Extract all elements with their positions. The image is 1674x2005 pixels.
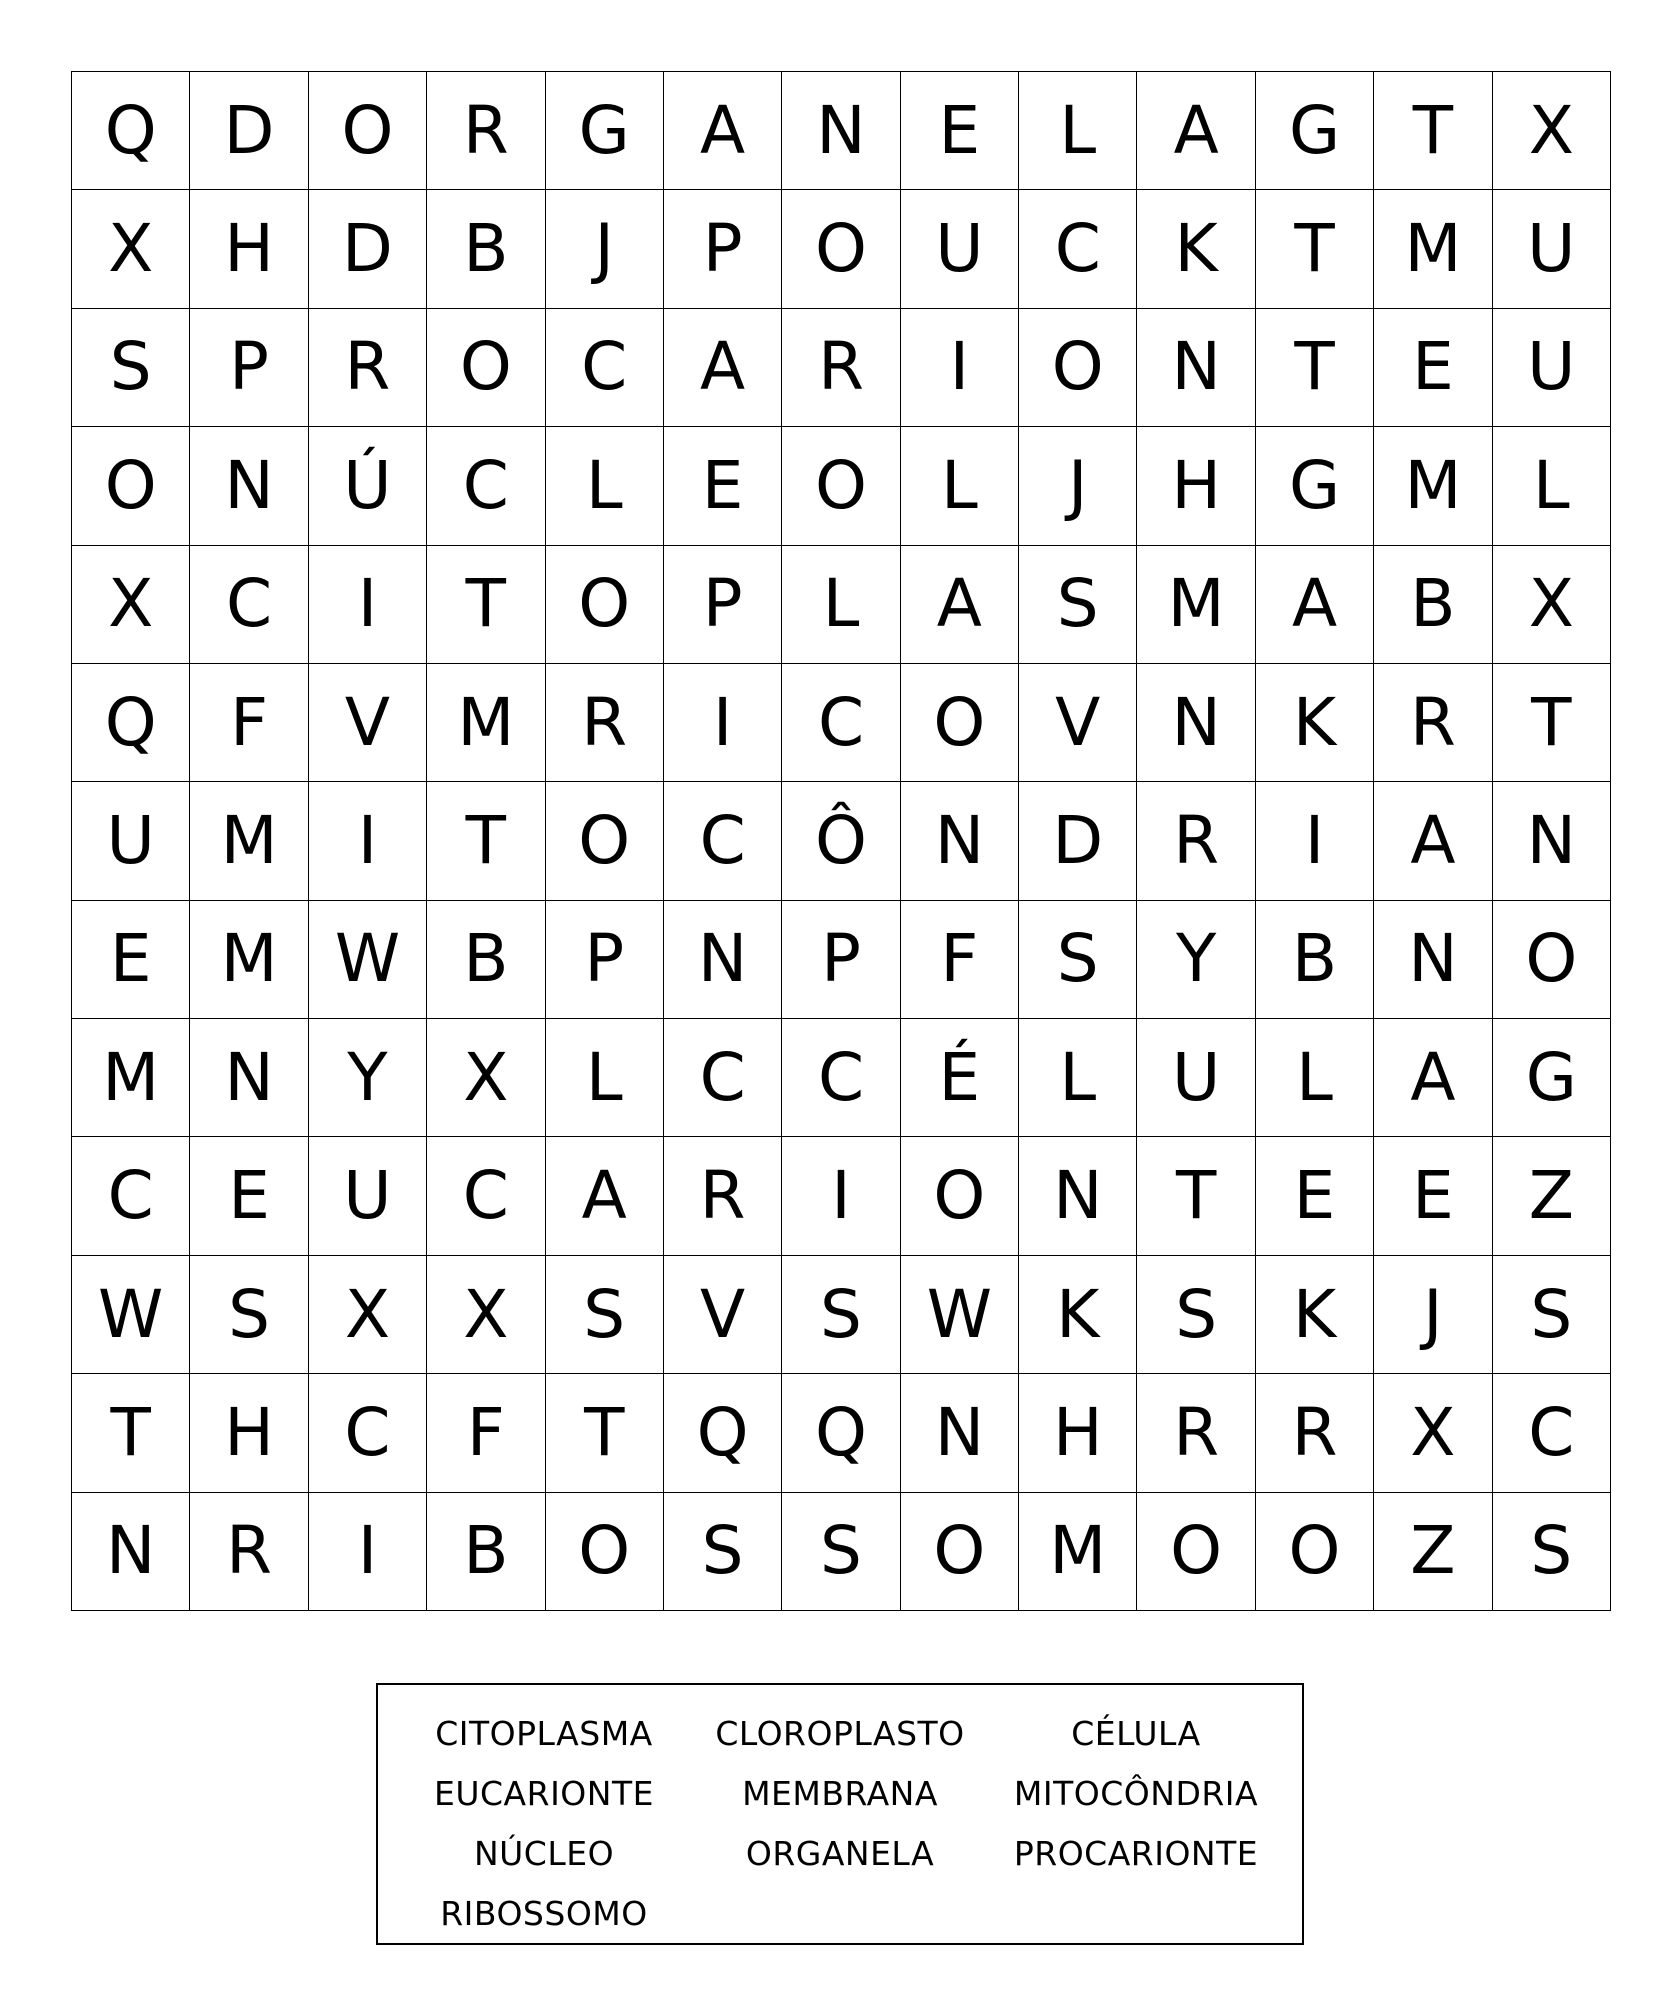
grid-cell[interactable]: M [190,782,308,900]
grid-cell[interactable]: E [1256,1137,1374,1255]
grid-cell[interactable]: S [664,1493,782,1611]
grid-cell[interactable]: C [309,1374,427,1492]
grid-cell[interactable]: E [190,1137,308,1255]
grid-cell[interactable]: W [901,1256,1019,1374]
grid-cell[interactable]: G [1493,1019,1611,1137]
grid-cell[interactable]: K [1019,1256,1137,1374]
grid-cell[interactable]: T [1137,1137,1255,1255]
grid-cell[interactable]: R [427,72,545,190]
grid-cell[interactable]: C [782,1019,900,1137]
grid-cell[interactable]: T [1256,190,1374,308]
grid-cell[interactable]: S [1019,546,1137,664]
grid-cell[interactable]: B [427,190,545,308]
grid-cell[interactable]: C [1019,190,1137,308]
grid-cell[interactable]: S [782,1493,900,1611]
grid-cell[interactable]: L [1019,72,1137,190]
grid-cell[interactable]: N [1019,1137,1137,1255]
grid-cell[interactable]: M [427,664,545,782]
grid-cell[interactable]: O [901,1493,1019,1611]
grid-cell[interactable]: A [664,72,782,190]
grid-cell[interactable]: N [190,1019,308,1137]
grid-cell[interactable]: I [1256,782,1374,900]
word-list-item: CLOROPLASTO [715,1713,965,1753]
grid-cell[interactable]: F [427,1374,545,1492]
grid-cell[interactable]: K [1256,664,1374,782]
grid-cell[interactable]: L [1256,1019,1374,1137]
grid-cell[interactable]: E [901,72,1019,190]
grid-cell[interactable]: Q [664,1374,782,1492]
grid-cell[interactable]: X [1493,546,1611,664]
grid-cell[interactable]: O [427,309,545,427]
grid-cell[interactable]: Y [1137,901,1255,1019]
grid-cell[interactable]: S [546,1256,664,1374]
grid-cell[interactable]: T [427,546,545,664]
word-list-item: MEMBRANA [742,1773,938,1813]
grid-cell[interactable]: R [1137,1374,1255,1492]
word-list-item: NÚCLEO [473,1833,615,1873]
grid-cell[interactable]: N [901,782,1019,900]
grid-cell[interactable]: I [309,782,427,900]
grid-cell[interactable]: I [309,546,427,664]
grid-cell[interactable]: J [1374,1256,1492,1374]
grid-cell[interactable]: T [427,782,545,900]
grid-cell[interactable]: P [546,901,664,1019]
grid-cell[interactable]: N [1137,664,1255,782]
grid-cell[interactable]: U [1493,309,1611,427]
grid-cell[interactable]: F [190,664,308,782]
grid-cell[interactable]: S [782,1256,900,1374]
grid-cell[interactable]: C [664,782,782,900]
grid-cell[interactable]: A [1374,1019,1492,1137]
grid-cell[interactable]: N [664,901,782,1019]
grid-cell[interactable]: O [546,1493,664,1611]
word-list-item: RIBOSSOMO [440,1893,648,1933]
grid-cell[interactable]: H [190,1374,308,1492]
grid-cell[interactable]: O [546,546,664,664]
grid-cell[interactable]: R [664,1137,782,1255]
grid-cell[interactable]: V [1019,664,1137,782]
grid-cell[interactable]: X [427,1256,545,1374]
grid-cell[interactable]: O [72,427,190,545]
grid-cell[interactable]: L [1019,1019,1137,1137]
grid-cell[interactable]: X [72,546,190,664]
word-list-item: PROCARIONTE [1013,1833,1259,1873]
grid-cell[interactable]: I [309,1493,427,1611]
grid-cell[interactable]: I [782,1137,900,1255]
grid-cell[interactable]: E [664,427,782,545]
grid-cell[interactable]: A [901,546,1019,664]
grid-cell[interactable]: Ô [782,782,900,900]
grid-cell[interactable]: Q [782,1374,900,1492]
grid-cell[interactable]: C [1493,1374,1611,1492]
grid-cell[interactable]: D [309,190,427,308]
word-list-item: CITOPLASMA [435,1713,653,1753]
grid-cell[interactable]: N [1493,782,1611,900]
grid-cell[interactable]: G [546,72,664,190]
grid-cell[interactable]: V [664,1256,782,1374]
grid-cell[interactable]: F [901,901,1019,1019]
grid-cell[interactable]: L [782,546,900,664]
grid-cell[interactable]: I [901,309,1019,427]
grid-cell[interactable]: D [1019,782,1137,900]
grid-cell[interactable]: O [1493,901,1611,1019]
grid-cell[interactable]: N [190,427,308,545]
grid-cell[interactable]: L [901,427,1019,545]
grid-cell[interactable]: V [309,664,427,782]
grid-cell[interactable]: U [309,1137,427,1255]
grid-cell[interactable]: S [190,1256,308,1374]
grid-cell[interactable]: R [782,309,900,427]
grid-cell[interactable]: T [72,1374,190,1492]
grid-cell[interactable]: A [1137,72,1255,190]
word-list-item: ORGANELA [745,1833,935,1873]
grid-cell[interactable]: T [546,1374,664,1492]
grid-cell[interactable]: I [664,664,782,782]
grid-cell[interactable]: R [1374,664,1492,782]
word-list [376,1683,1304,1945]
grid-cell[interactable]: J [1019,427,1137,545]
grid-cell[interactable]: J [546,190,664,308]
grid-cell[interactable]: B [427,901,545,1019]
grid-cell[interactable]: O [782,190,900,308]
grid-cell[interactable]: X [427,1019,545,1137]
grid-cell[interactable]: M [1137,546,1255,664]
grid-cell[interactable]: B [427,1493,545,1611]
grid-cell[interactable]: T [1374,72,1492,190]
grid-cell[interactable]: O [901,1137,1019,1255]
grid-cell[interactable]: M [72,1019,190,1137]
grid-cell[interactable]: O [782,427,900,545]
grid-cell[interactable]: U [72,782,190,900]
grid-cell[interactable]: S [1019,901,1137,1019]
grid-cell[interactable]: N [901,1374,1019,1492]
grid-cell[interactable]: X [72,190,190,308]
grid-cell[interactable]: C [427,427,545,545]
grid-cell[interactable]: E [1374,1137,1492,1255]
grid-cell[interactable]: U [1137,1019,1255,1137]
grid-cell[interactable]: R [309,309,427,427]
grid-cell[interactable]: N [1137,309,1255,427]
grid-cell[interactable]: P [782,901,900,1019]
grid-cell[interactable]: Y [309,1019,427,1137]
grid-cell[interactable]: R [1137,782,1255,900]
grid-cell[interactable]: O [1019,309,1137,427]
grid-cell[interactable]: S [1493,1256,1611,1374]
grid-cell[interactable]: G [1256,72,1374,190]
grid-cell[interactable]: X [309,1256,427,1374]
grid-cell[interactable]: X [1493,72,1611,190]
grid-cell[interactable]: U [901,190,1019,308]
grid-cell[interactable]: A [546,1137,664,1255]
grid-cell[interactable]: A [664,309,782,427]
grid-cell[interactable]: K [1137,190,1255,308]
grid-cell[interactable]: A [1374,782,1492,900]
grid-cell[interactable]: X [1374,1374,1492,1492]
grid-cell[interactable]: L [1493,427,1611,545]
grid-cell[interactable]: C [546,309,664,427]
grid-cell[interactable]: M [190,901,308,1019]
grid-cell[interactable]: O [1137,1493,1255,1611]
grid-cell[interactable]: S [1137,1256,1255,1374]
grid-cell[interactable]: Q [72,72,190,190]
grid-cell[interactable]: A [1256,546,1374,664]
grid-cell[interactable]: O [1256,1493,1374,1611]
grid-cell[interactable]: C [427,1137,545,1255]
grid-cell[interactable]: P [664,546,782,664]
word-list-item: MITOCÔNDRIA [1013,1773,1259,1813]
grid-cell[interactable]: E [72,901,190,1019]
grid-cell[interactable]: E [1374,309,1492,427]
grid-cell[interactable]: R [546,664,664,782]
grid-cell[interactable]: H [1137,427,1255,545]
grid-cell[interactable]: N [782,72,900,190]
grid-cell[interactable]: T [1493,664,1611,782]
grid-cell[interactable]: M [1374,427,1492,545]
letter-grid [71,71,1611,1611]
grid-cell[interactable]: L [546,427,664,545]
grid-cell[interactable]: C [664,1019,782,1137]
grid-cell[interactable]: U [1493,190,1611,308]
grid-cell[interactable]: K [1256,1256,1374,1374]
grid-cell[interactable]: P [664,190,782,308]
grid-cell[interactable]: Z [1374,1493,1492,1611]
grid-cell[interactable]: N [1374,901,1492,1019]
grid-cell[interactable]: T [1256,309,1374,427]
grid-cell[interactable]: Ú [309,427,427,545]
grid-cell[interactable]: Q [72,664,190,782]
grid-cell[interactable]: C [782,664,900,782]
grid-cell[interactable]: C [72,1137,190,1255]
word-list-item: CÉLULA [1071,1713,1201,1753]
grid-cell[interactable]: H [190,190,308,308]
grid-cell[interactable]: S [72,309,190,427]
grid-cell[interactable]: P [190,309,308,427]
grid-cell[interactable]: G [1256,427,1374,545]
word-list-item: EUCARIONTE [434,1773,654,1813]
grid-cell[interactable]: N [72,1493,190,1611]
grid-cell[interactable]: C [190,546,308,664]
grid-cell[interactable]: É [901,1019,1019,1137]
grid-cell[interactable]: H [1019,1374,1137,1492]
grid-cell[interactable]: O [546,782,664,900]
grid-cell[interactable]: M [1019,1493,1137,1611]
grid-cell[interactable]: B [1256,901,1374,1019]
grid-cell[interactable]: R [1256,1374,1374,1492]
grid-cell[interactable]: M [1374,190,1492,308]
grid-cell[interactable]: O [901,664,1019,782]
grid-cell[interactable]: W [72,1256,190,1374]
grid-cell[interactable]: R [190,1493,308,1611]
grid-cell[interactable]: L [546,1019,664,1137]
grid-cell[interactable]: W [309,901,427,1019]
grid-cell[interactable]: D [190,72,308,190]
grid-cell[interactable]: Z [1493,1137,1611,1255]
grid-cell[interactable]: B [1374,546,1492,664]
grid-cell[interactable]: O [309,72,427,190]
grid-cell[interactable]: S [1493,1493,1611,1611]
